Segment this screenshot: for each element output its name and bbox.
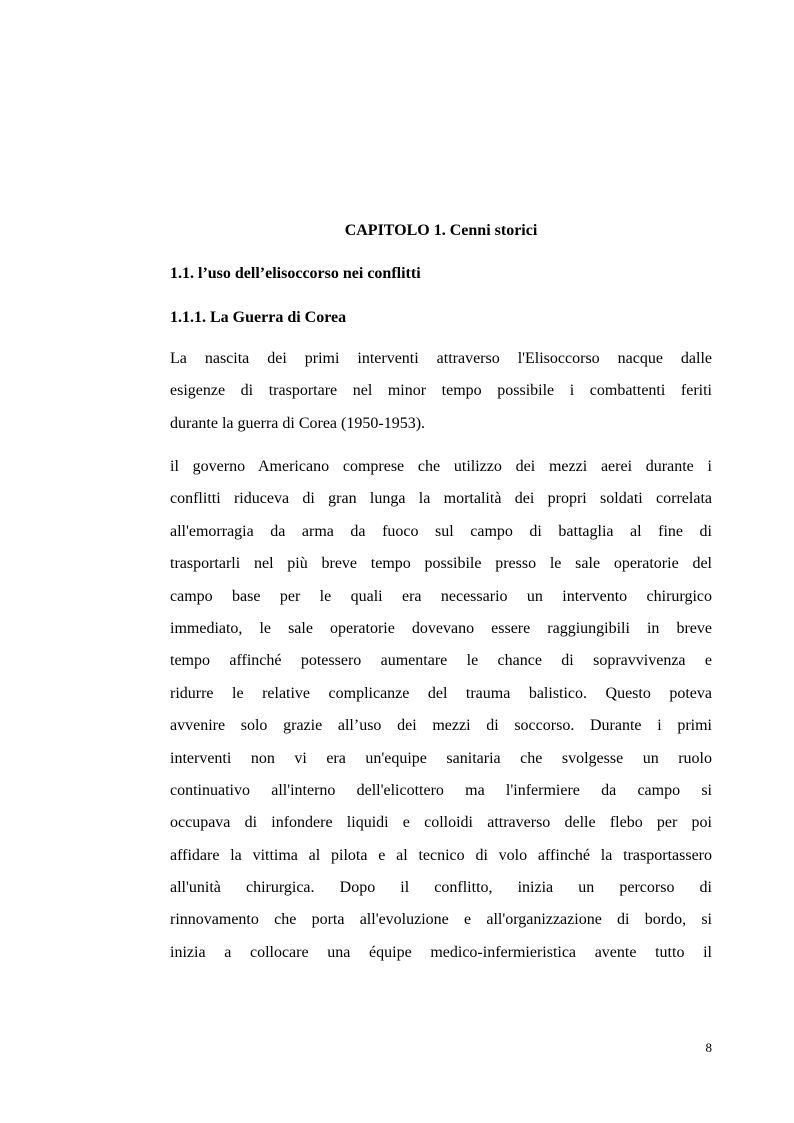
chapter-title: CAPITOLO 1. Cenni storici: [344, 222, 538, 239]
text-line: inizia a collocare una équipe medico-infermieristica avente tutto il: [170, 943, 712, 961]
text-line: ridurre le relative complicanze del trauma balistico. Questo poteva: [170, 684, 712, 702]
page-number: 8: [705, 1040, 712, 1055]
text-line: conflitti riduceva di gran lunga la mortalità dei propri soldati correlata: [170, 490, 712, 508]
text-line: trasportarli nel più breve tempo possibile presso le sale operatorie del: [170, 555, 712, 573]
text-line: rinnovamento che porta all'evoluzione e all'organizzazione di bordo, si: [170, 911, 712, 929]
text-line: immediato, le sale operatorie dovevano essere raggiungibili in breve: [170, 619, 712, 637]
text-line: durante la guerra di Corea (1950-1953).: [170, 414, 426, 432]
paragraph-1: [170, 343, 712, 440]
text-line: occupava di infondere liquidi e colloidi attraverso delle flebo per poi: [170, 814, 712, 832]
subsection-heading: 1.1.1. La Guerra di Corea: [170, 309, 347, 326]
text-line: esigenze di trasportare nel minor tempo possibile i combattenti feriti: [170, 382, 712, 400]
text-line: tempo affinché potessero aumentare le chance di sopravvivenza e: [170, 652, 712, 670]
text-line: all'unità chirurgica. Dopo il conflitto, inizia un percorso di: [170, 879, 712, 897]
text-line: interventi non vi era un'equipe sanitaria che svolgesse un ruolo: [170, 749, 712, 767]
text-line: all'emorragia da arma da fuoco sul campo di battaglia al fine di: [170, 522, 712, 540]
text-line: La nascita dei primi interventi attraverso l'Elisoccorso nacque dalle: [170, 350, 712, 367]
text-line: avvenire solo grazie all’uso dei mezzi di soccorso. Durante i primi: [170, 717, 712, 735]
section-heading: 1.1. l’uso dell’elisoccorso nei conflitti: [170, 265, 421, 282]
text-line: continuativo all'interno dell'elicottero ma l'infermiere da campo si: [170, 781, 712, 799]
paragraph-2: [170, 451, 712, 969]
text-line: il governo Americano comprese che utilizzo dei mezzi aerei durante i: [170, 458, 712, 475]
text-line: affidare la vittima al pilota e al tecnico di volo affinché la trasportassero: [170, 846, 712, 864]
text-line: campo base per le quali era necessario un intervento chirurgico: [170, 587, 712, 605]
